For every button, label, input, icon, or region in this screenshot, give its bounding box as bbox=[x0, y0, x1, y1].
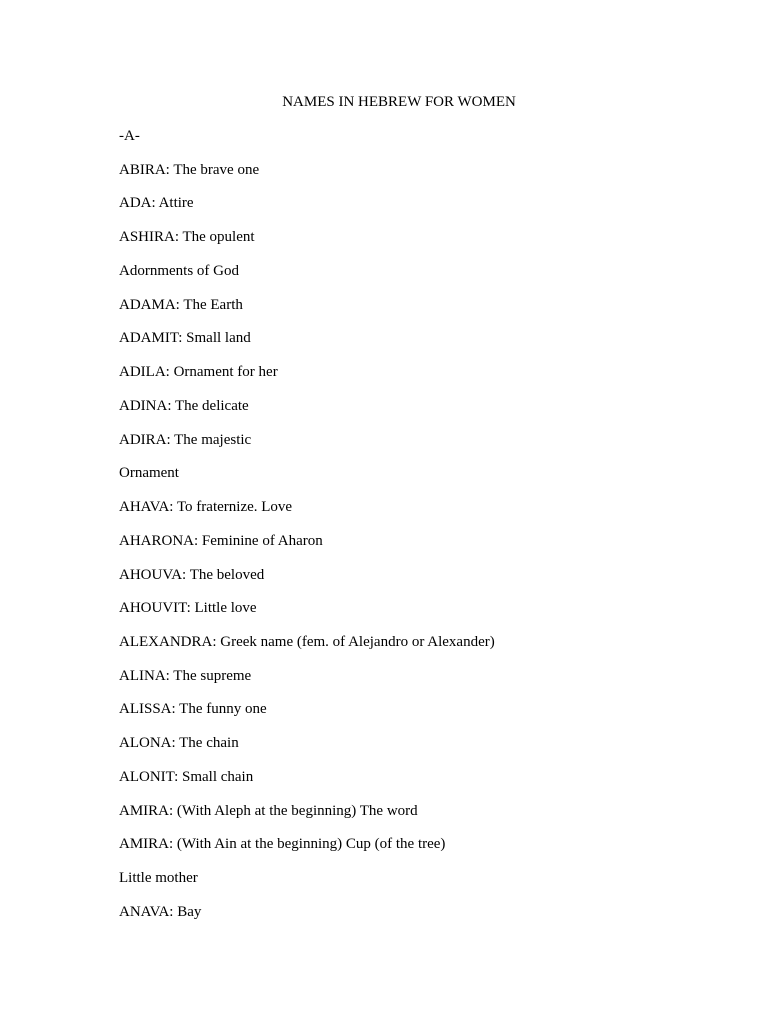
name-entry: AHOUVIT: Little love bbox=[119, 600, 257, 617]
name-entry: ALONIT: Small chain bbox=[119, 768, 254, 785]
entry-list bbox=[119, 126, 719, 936]
document-title: NAMES IN HEBREW FOR WOMEN bbox=[282, 94, 516, 110]
name-entry: Little mother bbox=[119, 870, 198, 887]
name-entry: Ornament bbox=[119, 465, 179, 482]
name-entry: ADAMIT: Small land bbox=[119, 330, 251, 347]
name-entry: ADILA: Ornament for her bbox=[119, 364, 278, 381]
name-entry: Adornments of God bbox=[119, 262, 239, 279]
name-entry: ASHIRA: The opulent bbox=[119, 229, 255, 246]
name-entry: AMIRA: (With Ain at the beginning) Cup (of the tree) bbox=[119, 836, 446, 853]
name-entry: AHARONA: Feminine of Aharon bbox=[119, 532, 323, 549]
name-entry: ALONA: The chain bbox=[119, 735, 239, 752]
name-entry: AHOUVA: The beloved bbox=[119, 566, 265, 583]
name-entry: ADAMA: The Earth bbox=[119, 296, 243, 313]
name-entry: ALEXANDRA: Greek name (fem. of Alejandro or Alexander) bbox=[119, 634, 495, 651]
section-heading: -A- bbox=[119, 128, 140, 144]
name-entry: ALISSA: The funny one bbox=[119, 701, 267, 718]
name-entry: ADIRA: The majestic bbox=[119, 431, 252, 448]
name-entry: ABIRA: The brave one bbox=[119, 161, 260, 178]
name-entry: ADINA: The delicate bbox=[119, 397, 249, 414]
name-entry: AHAVA: To fraternize. Love bbox=[119, 499, 293, 516]
name-entry: ANAVA: Bay bbox=[119, 903, 202, 920]
name-entry: ALINA: The supreme bbox=[119, 667, 252, 684]
name-entry: ADA: Attire bbox=[119, 195, 194, 212]
name-entry: AMIRA: (With Aleph at the beginning) The word bbox=[119, 802, 418, 819]
